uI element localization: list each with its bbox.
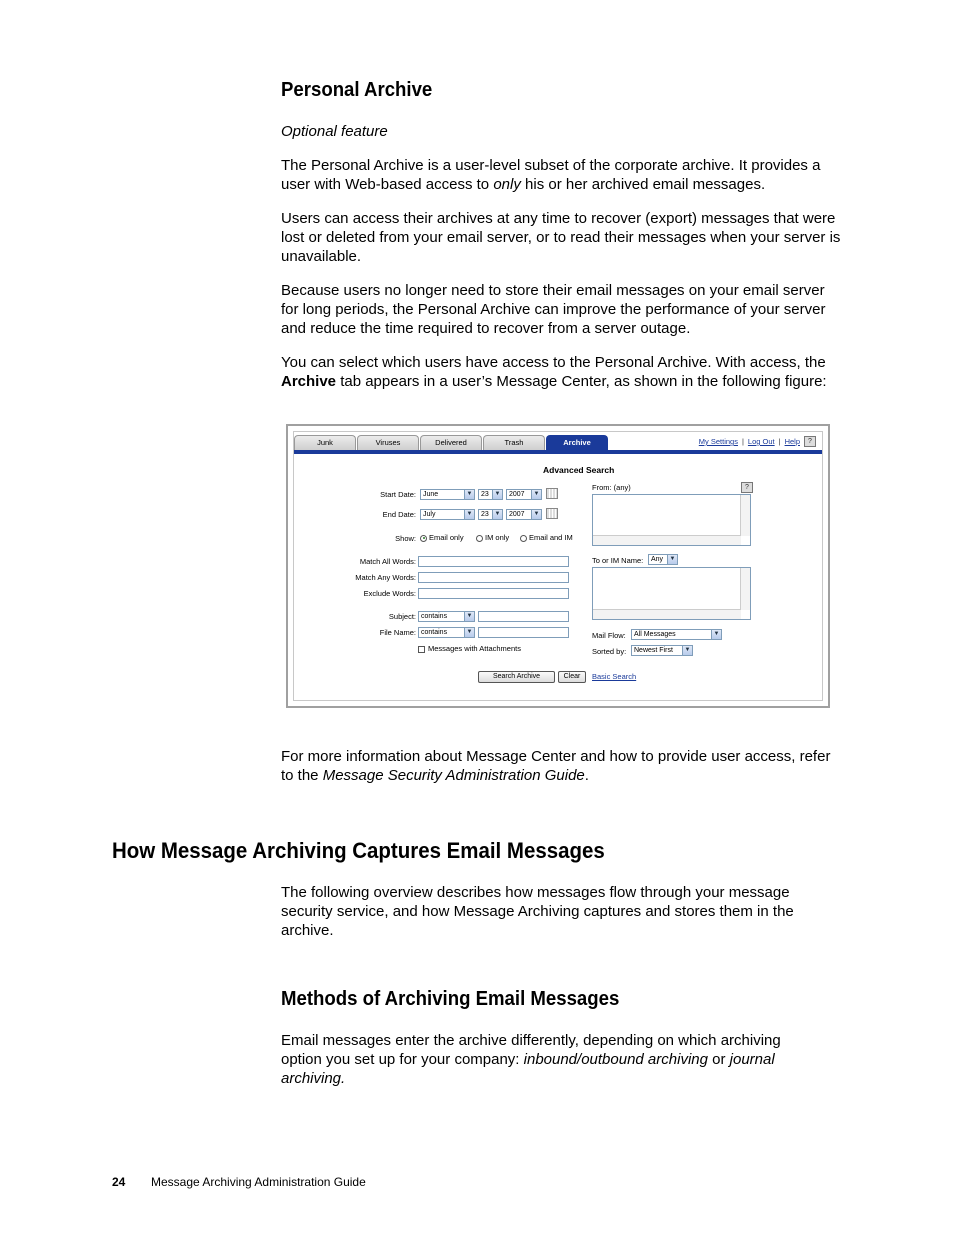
- chevron-down-icon: ▼: [492, 490, 502, 499]
- calendar-icon[interactable]: [546, 508, 558, 519]
- paragraph-personal-archive-1: The Personal Archive is a user-level subset of the corporate archive. It provides a user with Web-based access to only his or her archived email messages.: [281, 157, 821, 193]
- attachments-checkbox[interactable]: Messages with Attachments: [418, 644, 521, 653]
- match-any-input[interactable]: [418, 572, 569, 583]
- from-textarea[interactable]: [592, 494, 751, 546]
- sorted-by-label: Sorted by:: [592, 647, 627, 656]
- chevron-down-icon: ▼: [464, 490, 474, 499]
- chevron-down-icon: ▼: [711, 630, 721, 639]
- chevron-down-icon: ▼: [667, 555, 677, 564]
- subject-operator-select[interactable]: contains ▼: [418, 611, 475, 622]
- my-settings-link[interactable]: My Settings: [698, 437, 738, 446]
- optional-feature-note: Optional feature: [281, 123, 388, 140]
- help-link[interactable]: Help: [784, 437, 800, 446]
- match-all-label: Match All Words:: [359, 557, 416, 566]
- calendar-icon[interactable]: [546, 488, 558, 499]
- paragraph-how-captures: The following overview describes how messages flow through your message security service, and how Message Archiving captures and stores them in the archive.: [281, 884, 794, 939]
- page-number: 24: [112, 1175, 126, 1189]
- checkbox-icon: [418, 646, 425, 653]
- start-year-select[interactable]: 2007 ▼: [506, 489, 542, 500]
- paragraph-personal-archive-3: Because users no longer need to store their email messages on your email server for long periods, the Personal Archive can improve the performance of your server and reduce the time required to recover from a server outage.: [281, 282, 826, 337]
- tab-bar: [294, 435, 609, 450]
- section-heading-personal-archive: Personal Archive: [281, 79, 433, 101]
- radio-icon: [476, 535, 483, 542]
- from-label: From: (any): [592, 483, 631, 492]
- start-date-label: Start Date:: [380, 490, 416, 499]
- sorted-by-select[interactable]: Newest First ▼: [631, 645, 693, 656]
- radio-selected-icon: [420, 535, 427, 542]
- footer-title: Message Archiving Administration Guide: [151, 1175, 366, 1189]
- tab-underline-bar: [294, 450, 822, 454]
- show-im-only-radio[interactable]: IM only: [476, 533, 509, 542]
- exclude-words-input[interactable]: [418, 588, 569, 599]
- chevron-down-icon: ▼: [464, 510, 474, 519]
- to-im-name-label: To or IM Name:: [592, 556, 644, 565]
- chevron-down-icon: ▼: [464, 612, 474, 621]
- file-name-label: File Name:: [379, 628, 416, 637]
- chevron-down-icon: ▼: [531, 510, 541, 519]
- exclude-words-label: Exclude Words:: [363, 589, 416, 598]
- search-archive-button[interactable]: Search Archive: [478, 671, 555, 683]
- start-month-select[interactable]: June ▼: [420, 489, 475, 500]
- end-day-select[interactable]: 23 ▼: [478, 509, 503, 520]
- tab-delivered[interactable]: Delivered: [420, 435, 482, 450]
- show-email-only-radio[interactable]: Email only: [420, 533, 464, 542]
- file-name-input[interactable]: [478, 627, 569, 638]
- subject-label: Subject:: [388, 612, 416, 621]
- tab-viruses[interactable]: Viruses: [357, 435, 419, 450]
- start-day-select[interactable]: 23 ▼: [478, 489, 503, 500]
- chevron-down-icon: ▼: [492, 510, 502, 519]
- match-all-input[interactable]: [418, 556, 569, 567]
- mail-flow-select[interactable]: All Messages ▼: [631, 629, 722, 640]
- mail-flow-label: Mail Flow:: [592, 631, 626, 640]
- show-label: Show:: [395, 534, 416, 543]
- paragraph-methods: Email messages enter the archive differently, depending on which archiving option you set up for your company: inbound/outbound archiving or journal archiving.: [281, 1032, 781, 1087]
- help-icon[interactable]: ?: [804, 436, 816, 447]
- paragraph-personal-archive-2: Users can access their archives at any time to recover (export) messages that were lost or deleted from your email server, or to read their messages when your server is unavailable.: [281, 210, 841, 265]
- section-heading-methods: Methods of Archiving Email Messages: [281, 988, 620, 1010]
- message-center-screenshot: [286, 424, 830, 708]
- tab-junk[interactable]: Junk: [294, 435, 356, 450]
- end-year-select[interactable]: 2007 ▼: [506, 509, 542, 520]
- clear-button[interactable]: Clear: [558, 671, 586, 683]
- vertical-scrollbar[interactable]: [740, 568, 750, 610]
- horizontal-scrollbar[interactable]: [593, 609, 741, 619]
- log-out-link[interactable]: Log Out: [747, 437, 775, 446]
- help-icon[interactable]: ?: [741, 482, 753, 493]
- top-links: My Settings | Log Out | Help ?: [699, 436, 816, 447]
- to-im-name-textarea[interactable]: [592, 567, 751, 620]
- vertical-scrollbar[interactable]: [740, 495, 750, 536]
- tab-trash[interactable]: Trash: [483, 435, 545, 450]
- subject-input[interactable]: [478, 611, 569, 622]
- show-email-and-im-radio[interactable]: Email and IM: [520, 533, 573, 542]
- chevron-down-icon: ▼: [464, 628, 474, 637]
- chevron-down-icon: ▼: [531, 490, 541, 499]
- advanced-search-title: Advanced Search: [543, 465, 615, 475]
- horizontal-scrollbar[interactable]: [593, 535, 741, 545]
- chevron-down-icon: ▼: [682, 646, 692, 655]
- end-month-select[interactable]: July ▼: [420, 509, 475, 520]
- tab-archive[interactable]: Archive: [546, 435, 608, 450]
- to-im-name-select[interactable]: Any ▼: [648, 554, 678, 565]
- file-name-operator-select[interactable]: contains ▼: [418, 627, 475, 638]
- paragraph-personal-archive-4: You can select which users have access to the Personal Archive. With access, the Archive tab appears in a user’s Message Center, as shown in the following figure:: [281, 354, 827, 390]
- basic-search-link[interactable]: Basic Search: [592, 672, 637, 681]
- section-heading-how-captures: How Message Archiving Captures Email Messages: [112, 838, 605, 863]
- radio-icon: [520, 535, 527, 542]
- end-date-label: End Date:: [382, 510, 416, 519]
- paragraph-message-center-info: For more information about Message Center and how to provide user access, refer to the Message Security Administration Guide.: [281, 748, 831, 784]
- match-any-label: Match Any Words:: [355, 573, 416, 582]
